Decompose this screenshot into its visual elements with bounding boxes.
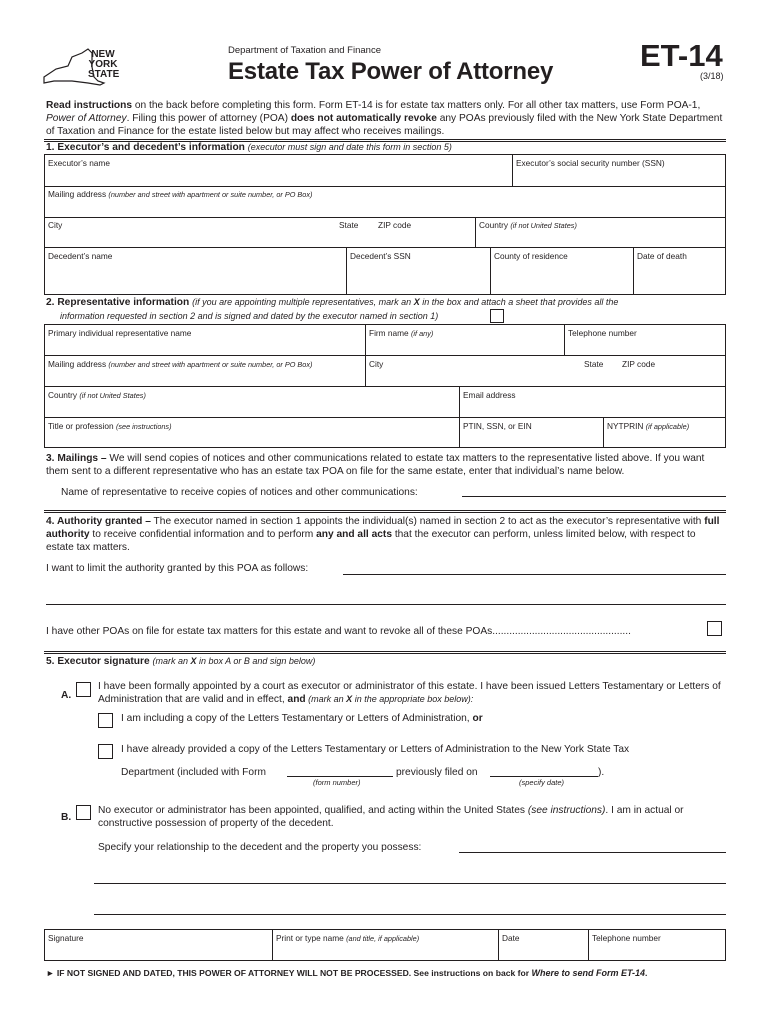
signature-date-field[interactable]: Date [502, 933, 520, 943]
signature-field[interactable]: Signature [48, 933, 84, 943]
representative-telephone-field[interactable]: Telephone number [568, 328, 637, 338]
title-or-profession-field[interactable]: Title or profession (see instructions) [48, 421, 172, 431]
signature-telephone-field[interactable]: Telephone number [592, 933, 661, 943]
form-number: ET-14 [640, 38, 723, 73]
option-b-text: No executor or administrator has been appointed, qualified, and acting within the United States (see instructions). I am in actual or constructive possession of property of the decedent. [98, 805, 684, 829]
relationship-line-3[interactable] [94, 914, 726, 915]
multiple-representatives-checkbox[interactable] [490, 309, 504, 323]
executor-country-field[interactable]: Country (if not United States) [479, 220, 577, 230]
mailing-representative-label: Name of representative to receive copies of notices and other communications: [61, 487, 418, 498]
representative-state-field[interactable]: State [584, 359, 604, 369]
letters-provided-text-2: Department (included with Form [121, 767, 266, 778]
executor-ssn-field[interactable]: Executor’s social security number (SSN) [516, 158, 665, 168]
relationship-line[interactable] [459, 852, 726, 853]
representative-mailing-address-field[interactable]: Mailing address (number and street with apartment or suite number, or PO Box) [48, 359, 313, 369]
decedent-name-field[interactable]: Decedent’s name [48, 251, 113, 261]
mailing-representative-line[interactable] [462, 496, 726, 497]
ptin-ssn-ein-field[interactable]: PTIN, SSN, or EIN [463, 421, 532, 431]
intro-paragraph: Read instructions on the back before completing this form. Form ET-14 is for estate tax matters only. For all other tax matters, use Form POA-1, Power of Attorney. Filing this power of attorney (POA) does not automatically revoke any POAs previously filed with the New York State Department of Taxation and Finance for the estate listed below but may affect who receives mailings. [46, 100, 723, 137]
representative-country-field[interactable]: Country (if not United States) [48, 390, 146, 400]
executor-state-field[interactable]: State [339, 220, 359, 230]
letters-included-checkbox[interactable] [98, 713, 113, 728]
department-name: Department of Taxation and Finance [228, 45, 381, 56]
form-revision: (3/18) [700, 71, 724, 81]
form-title: Estate Tax Power of Attorney [228, 58, 554, 85]
executor-zip-field[interactable]: ZIP code [378, 220, 412, 230]
form-number-caption: (form number) [313, 778, 361, 787]
option-a-text: I have been formally appointed by a court as executor or administrator of this estate. I have been issued Letters Testamentary or Letters of Administration that are valid and in effect, and (mark an X in the appropriate box below): [98, 681, 721, 705]
section-divider [44, 651, 726, 654]
executor-name-field[interactable]: Executor’s name [48, 158, 110, 168]
letters-provided-checkbox[interactable] [98, 744, 113, 759]
section1-title: 1. Executor’s and decedent’s information (executor must sign and date this form in section 5) [46, 142, 452, 153]
limit-authority-label: I want to limit the authority granted by this POA as follows: [46, 563, 309, 574]
revoke-poas-label: I have other POAs on file for estate tax matters for this estate and want to revoke all of these POAs................................................. [46, 626, 631, 637]
arrow-icon: ► [46, 968, 55, 978]
county-of-residence-field[interactable]: County of residence [494, 251, 568, 261]
relationship-line-2[interactable] [94, 883, 726, 884]
relationship-label: Specify your relationship to the decedent and the property you possess: [98, 842, 422, 853]
limit-authority-line-2[interactable] [46, 604, 726, 605]
section3-text: 3. Mailings – We will send copies of notices and other communications related to estate tax matters to the representative listed above. If you want them sent to a different representative who has an estate tax POA on file for the same estate, enter that individual’s name below. [46, 453, 705, 477]
letters-provided-text: I have already provided a copy of the Letters Testamentary or Letters of Administration to the New York State Tax [121, 744, 630, 755]
footer-notice: ► IF NOT SIGNED AND DATED, THIS POWER OF ATTORNEY WILL NOT BE PROCESSED. See instructions on back for Where to send Form ET-14. [46, 968, 648, 978]
date-of-death-field[interactable]: Date of death [637, 251, 687, 261]
representative-zip-field[interactable]: ZIP code [622, 359, 656, 369]
representative-city-field[interactable]: City [369, 359, 384, 369]
primary-representative-name-field[interactable]: Primary individual representative name [48, 328, 192, 338]
section5-title: 5. Executor signature (mark an X in box A or B and sign below) [46, 656, 316, 667]
filed-date-caption: (specify date) [519, 778, 565, 787]
section2-note-line2: information requested in section 2 and is signed and dated by the executor named in section 1) [60, 311, 439, 321]
nytprin-field[interactable]: NYTPRIN (if applicable) [607, 421, 690, 431]
firm-name-field[interactable]: Firm name (if any) [369, 328, 434, 338]
section2-title: 2. Representative information (if you are appointing multiple representatives, mark an X in the box and attach a sheet that provides all the [46, 297, 619, 308]
option-a-checkbox[interactable] [76, 682, 91, 697]
letters-included-text: I am including a copy of the Letters Testamentary or Letters of Administration, or [121, 713, 483, 724]
filed-date-line[interactable] [490, 776, 598, 777]
executor-city-field[interactable]: City [48, 220, 63, 230]
previously-filed-text: previously filed on [396, 767, 478, 778]
section4-text: 4. Authority granted – The executor named in section 1 appoints the individual(s) named in section 2 to act as the executor’s representative with full authority to receive confidential information and to perform any and all acts that the executor can perform, unless limited below, with respect to estate tax matters. [46, 516, 720, 553]
form-number-line[interactable] [287, 776, 393, 777]
decedent-ssn-field[interactable]: Decedent’s SSN [350, 251, 411, 261]
print-name-field[interactable]: Print or type name (and title, if applicable) [276, 933, 420, 943]
representative-email-field[interactable]: Email address [463, 390, 516, 400]
option-b-checkbox[interactable] [76, 805, 91, 820]
executor-mailing-address-field[interactable]: Mailing address (number and street with apartment or suite number, or PO Box) [48, 189, 313, 199]
new-york-state-logo-text: NEW YORK STATE [88, 49, 120, 80]
option-b-label: B. [61, 812, 72, 823]
closing-paren: ). [598, 767, 605, 778]
section-divider [44, 510, 726, 513]
option-a-label: A. [61, 690, 72, 701]
revoke-poas-checkbox[interactable] [707, 621, 722, 636]
limit-authority-line[interactable] [343, 574, 726, 575]
